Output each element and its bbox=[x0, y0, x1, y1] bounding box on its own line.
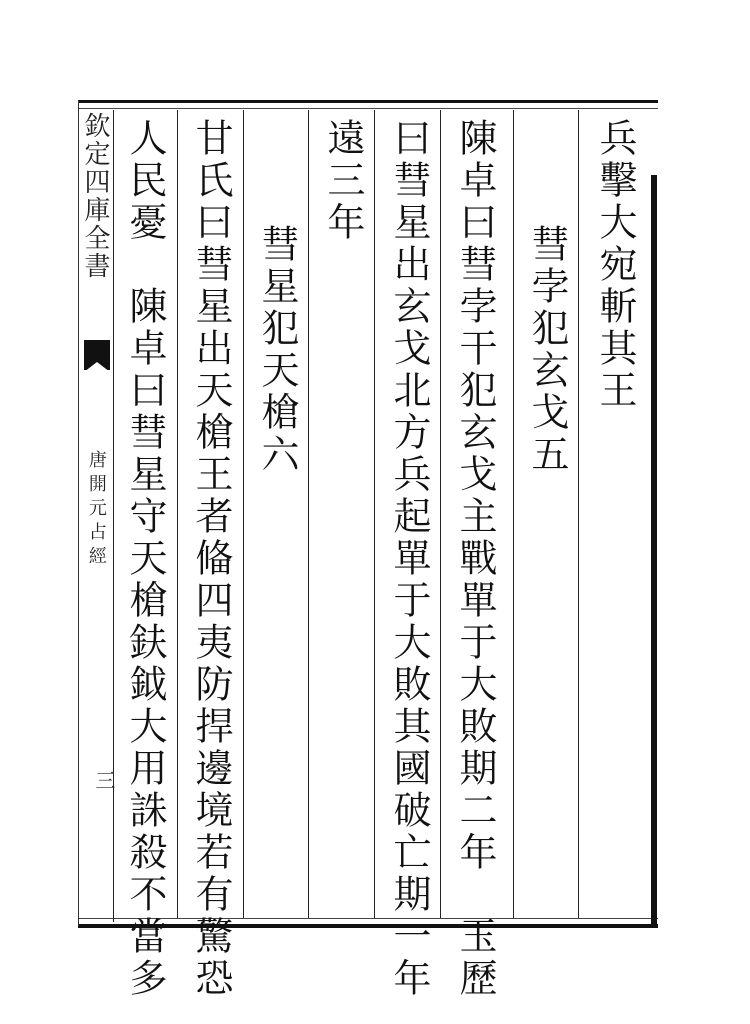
text-column-4: 曰彗星出玄戈北方兵起單于大敗其國破亡期一年 bbox=[387, 118, 431, 1000]
frame-top-border bbox=[78, 100, 658, 103]
frame-left-border bbox=[113, 110, 114, 922]
text-column-6-heading: 彗星犯天槍六 bbox=[255, 224, 299, 476]
text-column-3: 陳卓曰彗孛干犯玄戈主戰單于大敗期二年 玉歷 bbox=[453, 118, 497, 1000]
frame-top-inner-border bbox=[78, 108, 658, 109]
column-divider bbox=[243, 110, 244, 918]
text-column-7: 甘氏曰彗星出天槍王者偹四夷防捍邊境若有驚恐 bbox=[189, 118, 233, 1000]
margin-book-title: 唐開元占經 bbox=[85, 450, 107, 570]
margin-page-number: 三 bbox=[92, 770, 116, 790]
frame-right-border bbox=[651, 175, 657, 925]
frame-left-outer-border bbox=[78, 100, 79, 926]
column-divider bbox=[440, 110, 441, 918]
fishtail-notch bbox=[84, 362, 110, 372]
text-column-2-heading: 彗孛犯玄戈五 bbox=[525, 224, 569, 476]
text-column-8: 人民憂 陳卓曰彗星守天槍鈇鉞大用誅殺不當多 bbox=[123, 118, 167, 1000]
column-divider bbox=[578, 110, 579, 918]
column-divider bbox=[374, 110, 375, 918]
column-divider bbox=[308, 110, 309, 918]
column-divider bbox=[177, 110, 178, 918]
margin-book-series-title: 欽定四庫全書 bbox=[80, 112, 110, 280]
column-divider bbox=[513, 110, 514, 918]
text-column-1: 兵擊大宛斬其王 bbox=[593, 118, 637, 412]
text-column-5: 遠三年 bbox=[321, 118, 365, 244]
